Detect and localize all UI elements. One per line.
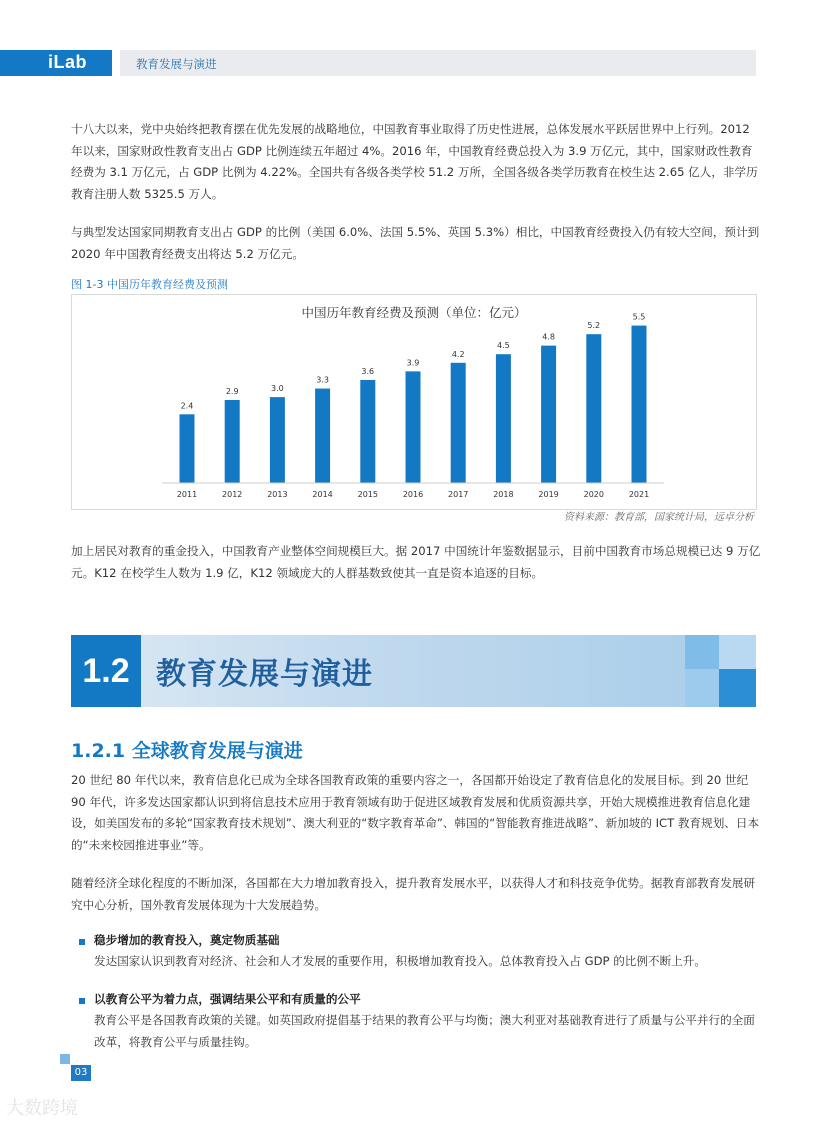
figure-source: 资料来源：教育部，国家统计局，远卓分析	[564, 512, 754, 523]
bullet-title-2: 以教育公平为着力点，强调结果公平和有质量的公平	[94, 992, 361, 1006]
decorative-square	[685, 635, 719, 669]
brand-logo-text: iLab	[48, 52, 88, 72]
paragraph-intro-1: 十八大以来，党中央始终把教育摆在优先发展的战略地位，中国教育事业取得了历史性进展，总体发展水平跃居世界中上行列。2012 年以来，国家财政性教育支出占 GDP 比例连续五年超过 4%。2016 年，中国教育经费总投入为 3.9 万亿元，其中，国家财政性教育经费为 3.1 万亿元，占 GDP 比例为 4.22%。全国共有各级各类学校 51.2 万所，全国各级各类学历教育在校生达 2.65 亿人，非学历教育注册人数 5325.5 万人。	[71, 122, 758, 201]
bar-chart	[71, 294, 757, 510]
data-label-2019: 4.8	[542, 332, 555, 342]
bar-chart-svg	[72, 295, 756, 509]
x-tick-label-2018: 2018	[493, 490, 514, 499]
x-tick-label-2019: 2019	[538, 490, 559, 499]
x-tick-label-2014: 2014	[312, 490, 333, 499]
data-label-2018: 4.5	[497, 341, 510, 351]
decorative-square	[719, 669, 756, 707]
paragraph-market-size: 加上居民对教育的重金投入，中国教育产业整体空间规模巨大。据 2017 中国统计年鉴数据显示，目前中国教育市场总规模已达 9 万亿元。K12 在校学生人数为 1.9 亿，K12 领域庞大的人群基数致使其一直是资本追逐的目标。	[71, 544, 761, 580]
brand-logo	[0, 50, 112, 76]
page-number: 03	[71, 1065, 91, 1081]
bullet-text-2: 教育公平是各国教育政策的关键。如英国政府提倡基于结果的教育公平与均衡；澳大利亚对基础教育进行了质量与公平并行的全面改革，将教育公平与质量挂钩。	[94, 1013, 755, 1049]
bar-2011	[180, 414, 195, 483]
x-tick-label-2012: 2012	[222, 490, 243, 499]
data-label-2011: 2.4	[180, 401, 194, 411]
data-label-2020: 5.2	[587, 321, 601, 331]
paragraph-intro-2: 与典型发达国家同期教育支出占 GDP 的比例（美国 6.0%、法国 5.5%、英国 5.3%）相比，中国教育经费投入仍有较大空间，预计到 2020 年中国教育经费支出将达 5.2 万亿元。	[71, 225, 760, 261]
data-label-2015: 3.6	[361, 366, 375, 376]
bar-2012	[225, 400, 240, 483]
x-tick-label-2015: 2015	[357, 490, 378, 499]
bar-2020	[586, 334, 601, 483]
data-label-2021: 5.5	[632, 312, 646, 322]
decorative-square	[719, 635, 756, 669]
x-tick-label-2020: 2020	[583, 490, 604, 499]
figure-caption: 图 1-3 中国历年教育经费及预测	[71, 278, 228, 291]
bullet-marker	[79, 998, 85, 1004]
paragraph-history: 20 世纪 80 年代以来，教育信息化已成为全球各国教育政策的重要内容之一，各国都开始设定了教育信息化的发展目标。到 20 世纪 90 年代，许多发达国家都认识到将信息技术应用于教育领域有助于促进区域教育发展和优质资源共享，开始大规模推进教育信息化建设，如美国发布的多轮“国家教育技术规划”、澳大利亚的“数字教育革命”、韩国的“智能教育推进战略”、新加坡的 ICT 教育规划、日本的“未来校园推进事业”等。	[71, 773, 760, 852]
bar-2018	[496, 354, 511, 483]
data-label-2014: 3.3	[316, 375, 329, 385]
section-title: 教育发展与演进	[156, 657, 373, 692]
bar-2015	[360, 380, 375, 483]
data-label-2017: 4.2	[451, 349, 465, 359]
bar-2013	[270, 397, 285, 483]
x-tick-label-2013: 2013	[267, 490, 288, 499]
decorative-square	[685, 669, 719, 707]
subsection-heading: 1.2.1 全球教育发展与演进	[71, 740, 303, 762]
chart-title: 中国历年教育经费及预测（单位：亿元）	[301, 305, 527, 320]
bar-2021	[632, 326, 647, 483]
bar-2017	[451, 363, 466, 483]
bullet-title-1: 稳步增加的教育投入，奠定物质基础	[94, 933, 280, 947]
page-number-decoration	[60, 1054, 70, 1064]
bullet-marker	[79, 939, 85, 945]
bar-2019	[541, 346, 556, 483]
running-header-title: 教育发展与演进	[136, 57, 217, 71]
data-label-2013: 3.0	[271, 384, 284, 394]
x-tick-label-2011: 2011	[176, 490, 198, 499]
watermark: 大数跨境	[6, 1098, 78, 1119]
x-tick-label-2017: 2017	[448, 490, 469, 499]
x-tick-label-2021: 2021	[628, 490, 650, 499]
paragraph-trends: 随着经济全球化程度的不断加深，各国都在大力增加教育投入，提升教育发展水平，以获得人才和科技竞争优势。据教育部教育发展研究中心分析，国外教育发展体现为十大发展趋势。	[71, 876, 756, 912]
data-label-2012: 2.9	[225, 387, 239, 396]
bar-2014	[315, 389, 330, 483]
bullet-text-1: 发达国家认识到教育对经济、社会和人才发展的重要作用，积极增加教育投入。总体教育投入占 GDP 的比例不断上升。	[94, 954, 706, 968]
bar-2016	[406, 371, 421, 483]
data-label-2016: 3.9	[406, 358, 420, 368]
section-number: 1.2	[71, 635, 141, 707]
running-header	[120, 50, 756, 76]
x-tick-label-2016: 2016	[402, 490, 424, 499]
